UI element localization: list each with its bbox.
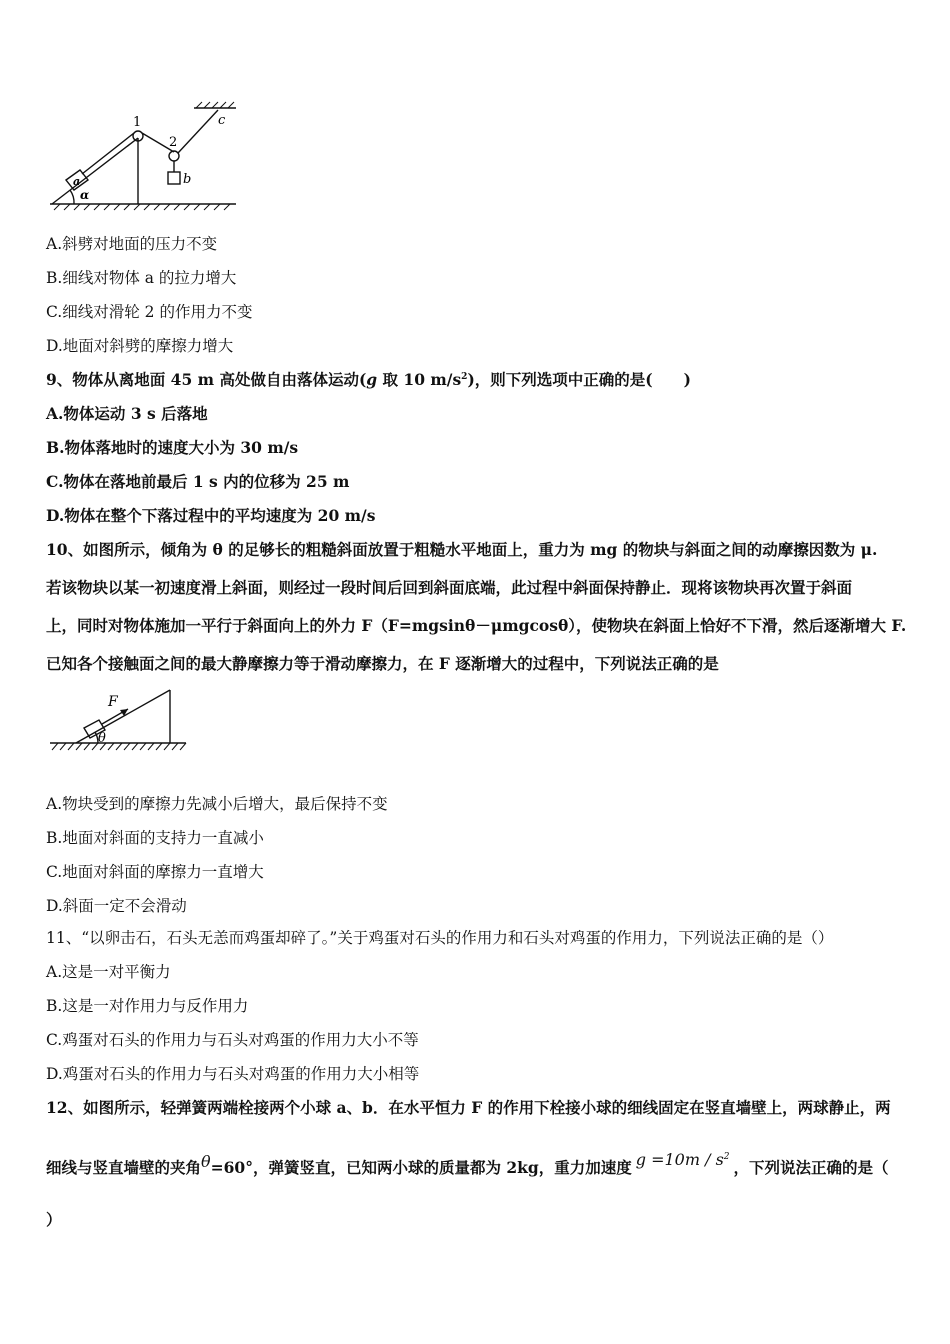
q8-option-a: A.斜劈对地面的压力不变 bbox=[46, 235, 218, 253]
fig8-label-c: c bbox=[218, 113, 226, 128]
q9-stem bbox=[46, 370, 691, 390]
fig8-label-2: 2 bbox=[169, 135, 178, 150]
q8-option-b: B.细线对物体 a 的拉力增大 bbox=[46, 269, 237, 287]
q9-stem-pre: 9、物体从离地面 45 m 高处做自由落体运动( bbox=[46, 370, 367, 389]
q11-stem: 11、“以卵击石，石头无恙而鸡蛋却碎了。”关于鸡蛋对石头的作用力和石头对鸡蛋的作用力，下列说法正确的是（） bbox=[46, 929, 834, 947]
q11-option-a: A.这是一对平衡力 bbox=[46, 963, 171, 981]
q12-theta: θ bbox=[201, 1152, 211, 1171]
q9-option-b: B.物体落地时的速度大小为 30 m/s bbox=[46, 438, 299, 457]
q9-stem-post: )，则下列选项中正确的是( ) bbox=[467, 370, 691, 389]
q12-line2-pre: 细线与竖直墙壁的夹角 bbox=[46, 1158, 202, 1177]
fig10-label-f: F bbox=[108, 694, 118, 710]
incline-figure bbox=[46, 686, 191, 758]
fig8-label-1: 1 bbox=[133, 115, 142, 130]
q8-option-d: D.地面对斜劈的摩擦力增大 bbox=[46, 337, 234, 355]
fig8-label-b: b bbox=[183, 172, 192, 187]
q8-option-c: C.细线对滑轮 2 的作用力不变 bbox=[46, 303, 253, 321]
q12-formula-main: g =10m / s bbox=[635, 1150, 724, 1169]
fig10-label-theta: θ bbox=[98, 731, 106, 746]
q11-option-d: D.鸡蛋对石头的作用力与石头对鸡蛋的作用力大小相等 bbox=[46, 1065, 420, 1083]
q12-stem-line-3: ） bbox=[46, 1210, 62, 1229]
pulley-figure bbox=[46, 100, 246, 212]
q9-stem-g: g bbox=[366, 370, 378, 389]
q12-line2-post: ，下列说法正确的是（ bbox=[733, 1158, 889, 1177]
q10-stem-line-2: 若该物块以某一初速度滑上斜面，则经过一段时间后回到斜面底端，此过程中斜面保持静止．现将该物块再次置于斜面 bbox=[46, 578, 853, 597]
q9-option-c: C.物体在落地前最后 1 s 内的位移为 25 m bbox=[46, 472, 350, 491]
q9-option-a: A.物体运动 3 s 后落地 bbox=[46, 404, 208, 423]
q12-line2-mid: =60°，弹簧竖直，已知两小球的质量都为 2kg，重力加速度 bbox=[210, 1158, 632, 1177]
q10-stem-line-3: 上，同时对物体施加一平行于斜面向上的外力 F（F=mgsinθ－μmgcosθ），使物块在斜面上恰好不下滑，然后逐渐增大 F. bbox=[46, 616, 907, 635]
q10-option-c: C.地面对斜面的摩擦力一直增大 bbox=[46, 863, 264, 881]
fig8-label-a: a bbox=[73, 175, 81, 188]
q9-option-d: D.物体在整个下落过程中的平均速度为 20 m/s bbox=[46, 506, 376, 525]
q11-option-c: C.鸡蛋对石头的作用力与石头对鸡蛋的作用力大小不等 bbox=[46, 1031, 419, 1049]
q10-stem-line-1: 10、如图所示，倾角为 θ 的足够长的粗糙斜面放置于粗糙水平地面上，重力为 mg 的物块与斜面之间的动摩擦因数为 μ. bbox=[46, 540, 878, 559]
q12-formula bbox=[636, 1150, 730, 1169]
q10-option-b: B.地面对斜面的支持力一直减小 bbox=[46, 829, 264, 847]
q9-stem-sup: 2 bbox=[461, 372, 468, 382]
q10-stem-line-4: 已知各个接触面之间的最大静摩擦力等于滑动摩擦力，在 F 逐渐增大的过程中，下列说法正确的是 bbox=[46, 654, 719, 673]
q10-option-d: D.斜面一定不会滑动 bbox=[46, 897, 187, 915]
q10-option-a: A.物块受到的摩擦力先减小后增大，最后保持不变 bbox=[46, 795, 388, 813]
q9-stem-mid: 取 10 m/s bbox=[377, 370, 462, 389]
q11-option-b: B.这是一对作用力与反作用力 bbox=[46, 997, 249, 1015]
fig8-label-alpha: α bbox=[80, 188, 90, 202]
q12-stem-line-2 bbox=[46, 1150, 889, 1178]
q12-stem-line-1: 12、如图所示，轻弹簧两端栓接两个小球 a、b．在水平恒力 F 的作用下栓接小球的细线固定在竖直墙壁上，两球静止，两 bbox=[46, 1098, 891, 1117]
q12-formula-sup: 2 bbox=[723, 1152, 730, 1162]
